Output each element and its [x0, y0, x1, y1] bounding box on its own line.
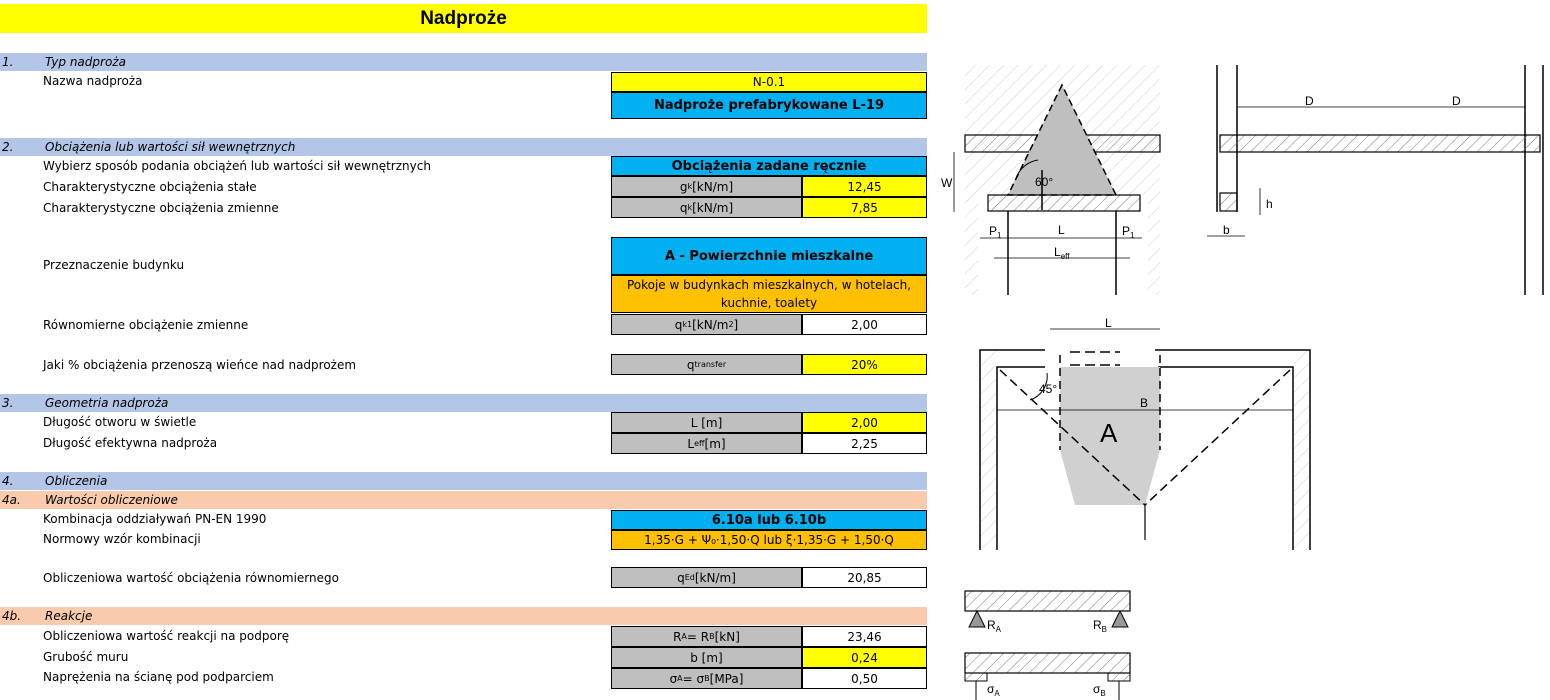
d1-angle-label: 60°: [1035, 175, 1054, 189]
qEd-symbol: q Ed [kN/m]: [611, 567, 802, 588]
L-symbol: L [m]: [611, 412, 802, 433]
section-4b-header: [0, 607, 927, 625]
section-4-header: [0, 472, 927, 490]
d1-P-left-label: $P_1$: [989, 224, 1002, 240]
load-area-plan-diagram: [975, 315, 1315, 550]
sigma-symbol: σ A = σ B [MPa]: [611, 668, 802, 689]
section-number: 2.: [2, 140, 14, 154]
section-label: Obciążenia lub wartości sił wewnętrznych: [45, 140, 296, 154]
load-method-select[interactable]: Obciążenia zadane ręcznie: [611, 156, 927, 176]
qk-symbol: q k [kN/m]: [611, 197, 802, 218]
label-nazwa: Nazwa nadproża: [43, 74, 143, 88]
d1-W-label: W: [941, 176, 953, 190]
qtransfer-input[interactable]: 20%: [802, 354, 927, 375]
reactions-diagram: [955, 585, 1145, 637]
d2-D2-label: D: [1452, 94, 1461, 108]
section-3-header: [0, 394, 927, 412]
d3-B-label: B: [1140, 396, 1149, 410]
gk-input[interactable]: 12,45: [802, 176, 927, 197]
section-label: Typ nadproża: [45, 55, 126, 69]
RA-symbol: R A = R B [kN]: [611, 626, 802, 647]
section-2-header: [0, 138, 927, 156]
combination-select[interactable]: 6.10a lub 6.10b: [611, 510, 927, 530]
d5-sigmaB-label: $\sigma_B$: [1093, 682, 1106, 698]
qk1-value: 2,00: [802, 314, 927, 335]
label-qEd: Obliczeniowa wartość obciążenia równomiernego: [43, 571, 339, 585]
qtransfer-symbol: q transfer: [611, 354, 802, 375]
lintel-type-select[interactable]: Nadproże prefabrykowane L-19: [611, 92, 927, 119]
label-qtransfer: Jaki % obciążenia przenoszą wieńce nad nadprożem: [43, 358, 357, 372]
label-sigma: Naprężenia na ścianę pod podparciem: [43, 670, 274, 684]
section-4a-header: [0, 491, 927, 509]
d3-angle-label: 45°: [1039, 382, 1058, 396]
L-input[interactable]: 2,00: [802, 412, 927, 433]
d1-P-right-label: $P_1$: [1122, 224, 1135, 240]
building-category-description: Pokoje w budynkach mieszkalnych, w hotelach, kuchnie, toalety: [611, 275, 927, 313]
d3-area-label: A: [1100, 418, 1118, 448]
label-b: Grubość muru: [43, 650, 129, 664]
qk-input[interactable]: 7,85: [802, 197, 927, 218]
Leff-symbol: L eff [m]: [611, 433, 802, 454]
lintel-name-input[interactable]: N-0.1: [611, 72, 927, 92]
label-qk: Charakterystyczne obciążenia zmienne: [43, 201, 279, 215]
d3-L-label: L: [1105, 316, 1112, 330]
section-number: 4b.: [2, 609, 22, 623]
d4-RB-label: $R_B$: [1093, 618, 1108, 634]
label-wzor: Normowy wzór kombinacji: [43, 532, 201, 546]
label-L: Długość otworu w świetle: [43, 415, 197, 429]
d2-D1-label: D: [1305, 94, 1314, 108]
qk1-symbol: q k1 [kN/m 2 ]: [611, 314, 802, 335]
section-label: Obliczenia: [45, 474, 108, 488]
label-kombinacja: Kombinacja oddziaływań PN-EN 1990: [43, 512, 267, 526]
label-sposob: Wybierz sposób podania obciążeń lub wartości sił wewnętrznych: [43, 159, 431, 173]
d1-Leff-label: $L_{eff}$: [1054, 245, 1070, 261]
label-RA: Obliczeniowa wartość reakcji na podporę: [43, 629, 290, 643]
lintel-section-diagram: [1195, 60, 1545, 300]
label-qk1: Równomierne obciążenie zmienne: [43, 318, 249, 332]
combination-formula: 1,35·G + Ψ₀·1,50·Q lub ξ·1,35·G + 1,50·Q: [611, 530, 927, 550]
d2-b-label: b: [1223, 223, 1230, 237]
d4-RA-label: $R_A$: [987, 618, 1002, 634]
d5-sigmaA-label: $\sigma_A$: [987, 682, 1000, 698]
section-1-header: [0, 53, 927, 71]
section-number: 4a.: [2, 493, 21, 507]
stress-diagram: [955, 645, 1145, 700]
d1-L-label: L: [1058, 223, 1065, 237]
section-label: Wartości obliczeniowe: [45, 493, 178, 507]
gk-symbol: g k [kN/m]: [611, 176, 802, 197]
section-label: Reakcje: [45, 609, 93, 623]
sheet-title: Nadproże: [0, 4, 927, 33]
Leff-value: 2,25: [802, 433, 927, 454]
b-symbol: b [m]: [611, 647, 802, 668]
section-number: 1.: [2, 55, 14, 69]
section-number: 3.: [2, 396, 14, 410]
label-Leff: Długość efektywna nadproża: [43, 436, 218, 450]
label-gk: Charakterystyczne obciążenia stałe: [43, 180, 257, 194]
building-category-select[interactable]: A - Powierzchnie mieszkalne: [611, 237, 927, 275]
section-label: Geometria nadproża: [45, 396, 169, 410]
b-input[interactable]: 0,24: [802, 647, 927, 668]
RA-value: 23,46: [802, 626, 927, 647]
label-przeznaczenie: Przeznaczenie budynku: [43, 258, 185, 272]
lintel-load-triangle-diagram: [938, 60, 1170, 300]
d2-h-label: h: [1266, 197, 1273, 211]
qEd-value: 20,85: [802, 567, 927, 588]
sigma-value: 0,50: [802, 668, 927, 689]
section-number: 4.: [2, 474, 14, 488]
